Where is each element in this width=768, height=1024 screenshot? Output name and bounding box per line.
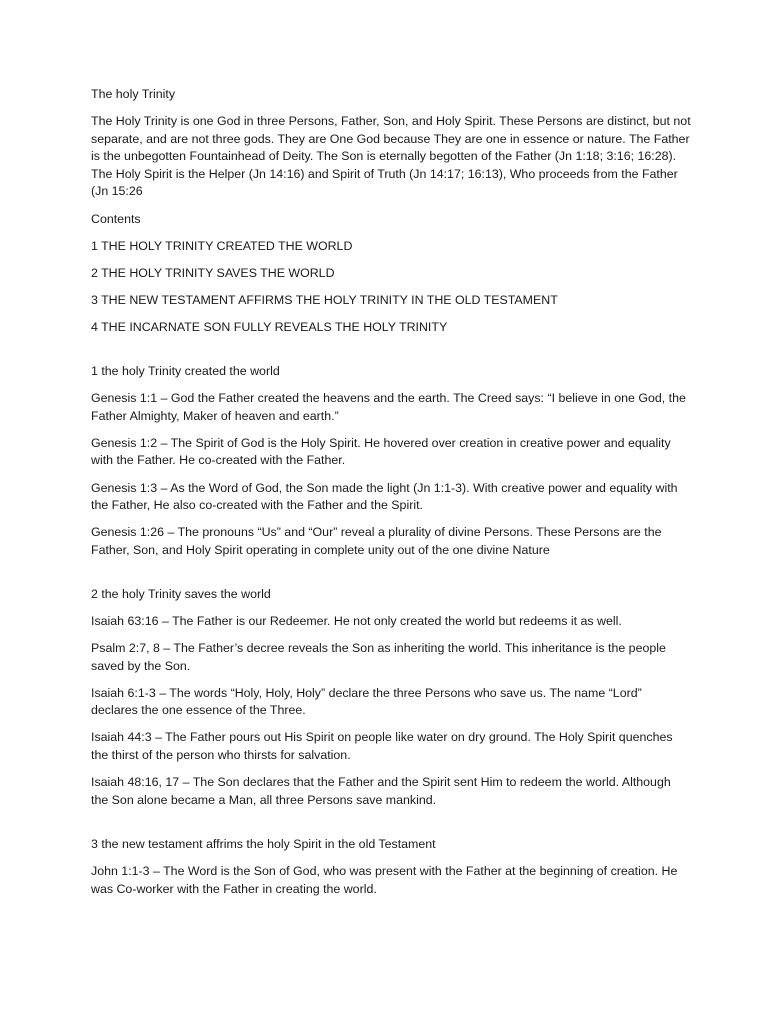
document-title: The holy Trinity <box>91 87 176 101</box>
section-heading: 3 the new testament affrims the holy Spirit in the old Testament <box>91 836 436 851</box>
contents-heading: Contents <box>91 211 141 226</box>
contents-item: 1 THE HOLY TRINITY CREATED THE WORLD <box>91 238 353 253</box>
section-paragraph: Genesis 1:2 – The Spirit of God is the Holy Spirit. He hovered over creation in creative power and equality with the Father. He co-created with the Father. <box>91 435 671 468</box>
section-spacer <box>91 569 691 586</box>
section-paragraph: Isaiah 6:1-3 – The words “Holy, Holy, Holy” declare the three Persons who save us. The name “Lord” declares the one essence of the Three. <box>91 685 642 718</box>
section-paragraph: Isaiah 44:3 – The Father pours out His Spirit on people like water on dry ground. The Holy Spirit quenches the thirst of the person who thirsts for salvation. <box>91 730 673 763</box>
document-page <box>91 86 691 908</box>
section-spacer <box>91 819 691 836</box>
section-paragraph: Genesis 1:26 – The pronouns “Us” and “Our” reveal a plurality of divine Persons. These Persons are the Father, Son, and Holy Spirit operating in complete unity out of the one divine Nature <box>91 525 662 557</box>
section-paragraph: Isaiah 63:16 – The Father is our Redeemer. He not only created the world but redeems it as well. <box>91 613 622 628</box>
contents-item: 2 THE HOLY TRINITY SAVES THE WORLD <box>91 265 335 280</box>
section-heading: 2 the holy Trinity saves the world <box>91 586 271 601</box>
section-paragraph: John 1:1-3 – The Word is the Son of God, who was present with the Father at the beginning of creation. He was Co-worker with the Father in creating the world. <box>91 863 678 896</box>
contents-item: 3 THE NEW TESTAMENT AFFIRMS THE HOLY TRINITY IN THE OLD TESTAMENT <box>91 292 558 307</box>
section-paragraph: Isaiah 48:16, 17 – The Son declares that the Father and the Spirit sent Him to redeem the world. Although the Son alone became a Man, all three Persons save mankind. <box>91 775 671 807</box>
section-heading: 1 the holy Trinity created the world <box>91 364 280 379</box>
section-paragraph: Genesis 1:1 – God the Father created the heavens and the earth. The Creed says: “I believe in one God, the Father Almighty, Maker of heaven and earth.” <box>91 391 686 423</box>
contents-item: 4 THE INCARNATE SON FULLY REVEALS THE HOLY TRINITY <box>91 319 448 334</box>
intro-paragraph: The Holy Trinity is one God in three Persons, Father, Son, and Holy Spirit. These Persons are distinct, but not separate, and are not three gods. They are One God because They are one in essence or nature. The Father is the unbegotten Fountainhead of Deity. The Son is eternally begotten of the Father (Jn 1:18; 3:16; 16:28). The Holy Spirit is the Helper (Jn 14:16) and Spirit of Truth (Jn 14:17; 16:13), Who proceeds from the Father (Jn 15:26 <box>91 114 691 199</box>
section-paragraph: Genesis 1:3 – As the Word of God, the Son made the light (Jn 1:1-3). With creative power and equality with the Father, He also co-created with the Father and the Spirit. <box>91 480 678 513</box>
section-spacer <box>91 346 691 363</box>
section-paragraph: Psalm 2:7, 8 – The Father’s decree reveals the Son as inheriting the world. This inheritance is the people saved by the Son. <box>91 641 666 673</box>
